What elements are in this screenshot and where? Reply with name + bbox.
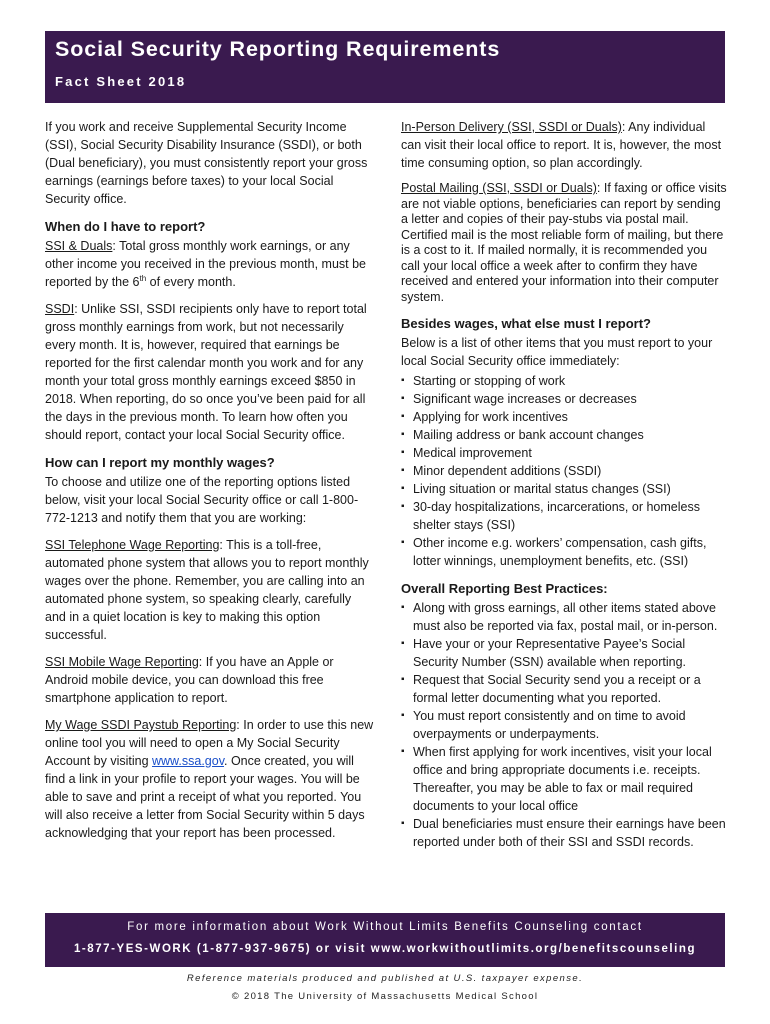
ssi-duals-paragraph (45, 237, 375, 291)
postal-label: Postal Mailing (SSI, SSDI or Duals) (401, 181, 597, 195)
list-item: ▪ Applying for work incentives (401, 408, 727, 426)
list-item: ▪ Other income e.g. workers’ compensation, cash gifts, lotter winnings, unemployment benefits, etc. (SSI) (401, 534, 727, 570)
postal-text: : If faxing or office visits are not viable options, beneficiaries can report by sending a letter and copies of their pay-stubs via postal mail. Certified mail is the most reliable form of mailing, but there is a cost to it. If mailed normally, it is recommended you call your local office a week after to confirm they have received and entered your information into their computer system. (401, 181, 727, 304)
footer-phone-web-line: 1-877-YES-WORK (1-877-937-9675) or visit www.workwithoutlimits.org/benefitscounseling (73, 943, 697, 955)
footer-contact-line: For more information about Work Without Limits Benefits Counseling contact (127, 921, 643, 933)
list-item: ▪ Medical improvement (401, 444, 727, 462)
inperson-text: : Any individual can visit their local office to report. It is, however, the most time consuming option, so plan accordingly. (401, 120, 722, 170)
left-column (45, 118, 375, 851)
list-item: ▪ 30-day hospitalizations, incarcerations, or homeless shelter stays (SSI) (401, 498, 727, 534)
paystub-text-b: . Once created, you will find a link in your profile to report your wages. You will be able to save and print a receipt of what you reported. You will also receive a letter from Social Security within 5 days acknowledging that your report has been processed. (45, 754, 365, 840)
phone-reporting-paragraph (45, 536, 375, 644)
ssdi-label: SSDI (45, 302, 75, 316)
ssi-duals-text: : Total gross monthly work earnings, or any other income you received in the previous month, must be reported by the 6 (45, 239, 367, 289)
best-practices-list (401, 599, 727, 851)
header-banner (45, 31, 725, 103)
list-item: ▪ Living situation or marital status changes (SSI) (401, 480, 727, 498)
list-item: ▪ Significant wage increases or decreases (401, 390, 727, 408)
ssdi-text: : Unlike SSI, SSDI recipients only have to report total gross monthly earnings from work, but not necessarily every month. It is, however, required that earnings be reported for the first calendar month you work and for any month your total gross monthly earnings exceed $850 in 2018. When reporting, do so once you’ve been paid for all the days in the previous month. To learn how often you should report, contact your local Social Security office. (45, 302, 367, 442)
best-practices-heading: Overall Reporting Best Practices: (401, 581, 608, 596)
phone-reporting-label: SSI Telephone Wage Reporting (45, 538, 220, 552)
besides-paragraph: Below is a list of other items that you must report to your local Social Security office immediately: (401, 336, 713, 368)
page-title: Social Security Reporting Requirements (55, 37, 501, 61)
how-heading: How can I report my monthly wages? (45, 455, 275, 470)
list-item: ▪ Request that Social Security send you a receipt or a formal letter documenting what you reported. (401, 671, 727, 707)
right-column (401, 118, 727, 860)
paystub-text-a: : In order to use this new online tool you will need to open a My Social Security Account by visiting (45, 718, 374, 768)
mobile-reporting-label: SSI Mobile Wage Reporting (45, 655, 199, 669)
list-item: ▪ When first applying for work incentives, visit your local office and bring appropriate documents i.e. receipts. Thereafter, you may be able to fax or mail required documents to your local office (401, 743, 727, 815)
list-item: ▪ Minor dependent additions (SSDI) (401, 462, 727, 480)
list-item: ▪ Mailing address or bank account changes (401, 426, 727, 444)
how-paragraph: To choose and utilize one of the reporting options listed below, visit your local Social Security office or call 1-800-772-1213 and notify them that you are working: (45, 475, 359, 525)
mobile-reporting-text: : If you have an Apple or Android mobile device, you can download this free smartphone application to report. (45, 655, 334, 705)
paystub-reporting-paragraph (45, 716, 375, 842)
inperson-paragraph (401, 118, 727, 172)
besides-heading: Besides wages, what else must I report? (401, 316, 651, 331)
list-item: ▪ Starting or stopping of work (401, 372, 727, 390)
besides-list (401, 372, 727, 570)
reference-note: Reference materials produced and published at U.S. taxpayer expense. (186, 973, 584, 984)
postal-paragraph (401, 181, 727, 305)
list-item: ▪ Dual beneficiaries must ensure their earnings have been reported under both of their SSI and SSDI records. (401, 815, 727, 851)
inperson-label: In-Person Delivery (SSI, SSDI or Duals) (401, 120, 622, 134)
ssdi-paragraph (45, 300, 375, 444)
intro-paragraph: If you work and receive Supplemental Security Income (SSI), Social Security Disability Insurance (SSDI), or both (Dual beneficiary), you must consistently report your gross earnings (earnings before taxes) to your local Social Security office. (45, 120, 368, 206)
list-item: ▪ You must report consistently and on time to avoid overpayments or underpayments. (401, 707, 727, 743)
footer-banner (45, 913, 725, 967)
when-heading: When do I have to report? (45, 219, 206, 234)
copyright-note: © 2018 The University of Massachusetts Medical School (231, 991, 539, 1002)
phone-reporting-text: : This is a toll-free, automated phone system that allows you to report monthly wages over the phone. Remember, you are calling into an automated phone system, so speaking clearly, carefully and in a quiet location is key to making this option successful. (45, 538, 369, 642)
page-subtitle: Fact Sheet 2018 (55, 74, 187, 89)
list-item: ▪ Have your or your Representative Payee’s Social Security Number (SSN) available when reporting. (401, 635, 727, 671)
ssi-duals-sup: th (139, 273, 147, 283)
ssi-duals-label: SSI & Duals (45, 239, 113, 253)
list-item: ▪ Along with gross earnings, all other items stated above must also be reported via fax, postal mail, or in-person. (401, 599, 727, 635)
paystub-reporting-label: My Wage SSDI Paystub Reporting (45, 718, 237, 732)
ssi-duals-end: of every month. (146, 275, 236, 289)
mobile-reporting-paragraph (45, 653, 375, 707)
ssa-link[interactable]: www.ssa.gov (152, 754, 225, 768)
